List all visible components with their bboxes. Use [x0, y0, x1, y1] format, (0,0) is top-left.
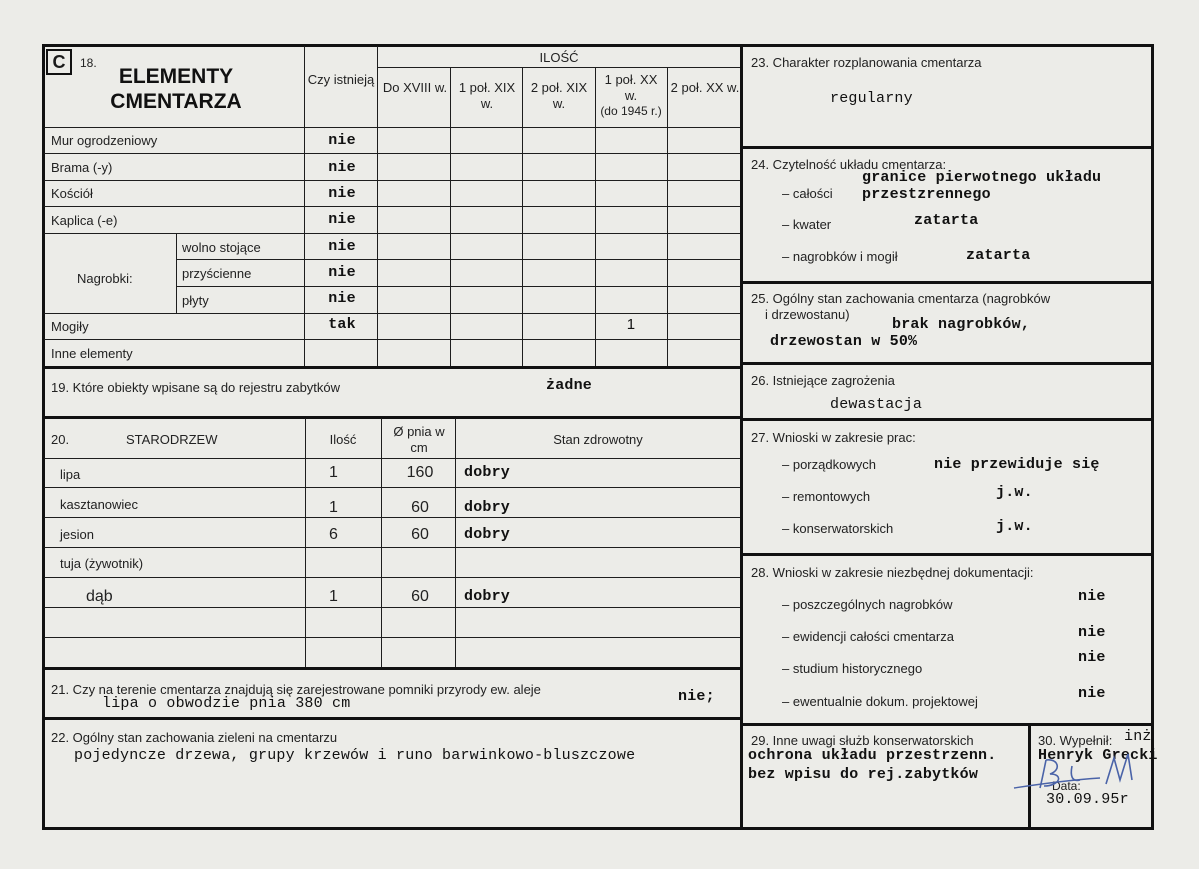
s18-number: 18.	[80, 56, 97, 70]
s21-value1: nie;	[678, 688, 715, 705]
signature	[1010, 740, 1150, 800]
s30-value-name: Henryk Grecki	[1038, 747, 1158, 764]
val-brama: nie	[328, 159, 356, 176]
s29-label: 29. Inne uwagi służb konserwatorskich	[751, 733, 974, 748]
tree-jesion-state: dobry	[464, 526, 511, 543]
tree-dab-state: dobry	[464, 588, 511, 605]
s30-date-value: 30.09.95r	[1046, 791, 1129, 808]
val-kosciol: nie	[328, 185, 356, 202]
tree-lipa-count: 1	[329, 464, 338, 481]
tree-jesion-count: 6	[329, 526, 338, 543]
s27-item3-value: j.w.	[996, 518, 1033, 535]
s28-item3-value: nie	[1078, 649, 1106, 666]
s28-item2-label: – ewidencji całości cmentarza	[782, 629, 954, 644]
row-kosciol: Kościół	[51, 186, 93, 201]
s18-title-line1: ELEMENTY	[118, 65, 234, 88]
val-kaplica: nie	[328, 211, 356, 228]
s27-item3-label: – konserwatorskich	[782, 521, 894, 536]
val-mogily-xx1: 1	[626, 316, 636, 333]
row-mur: Mur ogrodzeniowy	[51, 133, 158, 148]
pane-divider	[740, 44, 743, 830]
s20-col-name: STARODRZEW	[126, 432, 218, 447]
s23-value: regularny	[830, 90, 913, 107]
tree-kasztanowiec-diam: 60	[411, 499, 429, 516]
s30-value-title: inż	[1124, 728, 1152, 745]
s22-value: pojedyncze drzewa, grupy krzewów i runo barwinkowo-bluszczowe	[74, 747, 636, 764]
s24-calosci-value1: granice pierwotnego układu	[862, 169, 1102, 186]
s24-calosci-label: – całości	[782, 186, 833, 201]
val-wolno: nie	[328, 238, 356, 255]
tree-lipa: lipa	[60, 467, 81, 482]
s27-item2-value: j.w.	[996, 484, 1033, 501]
s24-calosci-value2: przestzrennego	[862, 186, 991, 203]
tree-kasztanowiec-count: 1	[329, 499, 338, 516]
card-letter: C	[46, 49, 72, 75]
tree-tuja: tuja (żywotnik)	[60, 556, 144, 571]
tree-dab: dąb	[86, 588, 113, 605]
s25-value2: drzewostan w 50%	[770, 333, 918, 350]
s30-date-label: Data:	[1052, 779, 1081, 793]
val-przyscienne: nie	[328, 264, 356, 281]
s30-label: 30. Wypełnił:	[1038, 733, 1113, 748]
s20-col-diam: Ø pnia w cm	[393, 424, 445, 455]
s25-value1: brak nagrobków,	[892, 316, 1031, 333]
tree-jesion: jesion	[60, 527, 94, 542]
s28-item4-value: nie	[1078, 685, 1106, 702]
s19-value: żadne	[546, 377, 593, 394]
tree-dab-diam: 60	[411, 588, 429, 605]
row-inne: Inne elementy	[51, 346, 133, 361]
s28-item2-value: nie	[1078, 624, 1106, 641]
s24-nagrobkow-label: – nagrobków i mogił	[782, 249, 898, 264]
tree-dab-count: 1	[329, 588, 338, 605]
row-kaplica: Kaplica (-e)	[51, 213, 118, 228]
s28-item4-label: – ewentualnie dokum. projektowej	[782, 694, 978, 709]
s18-title-line2: CMENTARZA	[110, 90, 242, 113]
s24-kwater-label: – kwater	[782, 217, 832, 232]
s23-label: 23. Charakter rozplanowania cmentarza	[751, 55, 982, 70]
period-1-xix: 1 poł. XIX w.	[458, 80, 516, 111]
s28-item1-label: – poszczególnych nagrobków	[782, 597, 953, 612]
val-mur: nie	[328, 132, 356, 149]
s25-label1: 25. Ogólny stan zachowania cmentarza (nagrobków	[751, 291, 1051, 306]
period-1-xx-note: (do 1945 r.)	[600, 104, 662, 118]
period-2-xix: 2 poł. XIX w.	[530, 80, 588, 111]
s28-item1-value: nie	[1078, 588, 1106, 605]
val-plyty: nie	[328, 290, 356, 307]
s27-item2-label: – remontowych	[782, 489, 871, 504]
period-2-xx: 2 poł. XX w.	[670, 80, 740, 95]
period-1-xx: 1 poł. XX w.	[604, 72, 658, 103]
s27-label: 27. Wnioski w zakresie prac:	[751, 430, 916, 445]
tree-lipa-state: dobry	[464, 464, 511, 481]
row-przyscienne: przyścienne	[182, 266, 252, 281]
row-plyty: płyty	[182, 293, 209, 308]
tree-kasztanowiec-state: dobry	[464, 499, 511, 516]
row-nagrobki: Nagrobki:	[77, 271, 133, 286]
s21-label: 21. Czy na terenie cmentarza znajdują się zarejestrowane pomniki przyrody ew. aleje	[51, 682, 541, 697]
row-brama: Brama (-y)	[51, 160, 113, 175]
row-wolno-stojace: wolno stojące	[182, 240, 261, 255]
s26-label: 26. Istniejące zagrożenia	[751, 373, 895, 388]
row-mogily: Mogiły	[51, 319, 89, 334]
s18-col-ilosc: ILOŚĆ	[539, 50, 579, 65]
s20-col-count: Ilość	[329, 432, 357, 447]
s28-item3-label: – studium historycznego	[782, 661, 923, 676]
s24-nagrobkow-value: zatarta	[966, 247, 1031, 264]
period-xviii: Do XVIII w.	[382, 80, 448, 95]
s20-number: 20.	[51, 432, 70, 447]
s26-value: dewastacja	[830, 396, 923, 413]
s19-label: 19. Które obiekty wpisane są do rejestru zabytków	[51, 380, 341, 395]
s27-item1-label: – porządkowych	[782, 457, 876, 472]
s25-label2: i drzewostanu)	[765, 307, 850, 322]
s22-label: 22. Ogólny stan zachowania zieleni na cmentarzu	[51, 730, 338, 745]
s29-value2: bez wpisu do rej.zabytków	[748, 766, 979, 783]
s28-label: 28. Wnioski w zakresie niezbędnej dokumentacji:	[751, 565, 1034, 580]
s21-value2: lipa o obwodzie pnia 380 cm	[102, 695, 351, 712]
s27-item1-value: nie przewiduje się	[934, 456, 1100, 473]
tree-kasztanowiec: kasztanowiec	[60, 497, 139, 512]
s24-label: 24. Czytelność układu cmentarza:	[751, 157, 947, 172]
s29-value1: ochrona układu przestrzenn.	[748, 747, 997, 764]
val-mogily: tak	[328, 316, 356, 333]
s18-col-czy: Czy istnieją	[307, 72, 375, 87]
tree-lipa-diam: 160	[406, 464, 434, 481]
s24-kwater-value: zatarta	[914, 212, 979, 229]
s20-col-state: Stan zdrowotny	[553, 432, 643, 447]
tree-jesion-diam: 60	[411, 526, 429, 543]
